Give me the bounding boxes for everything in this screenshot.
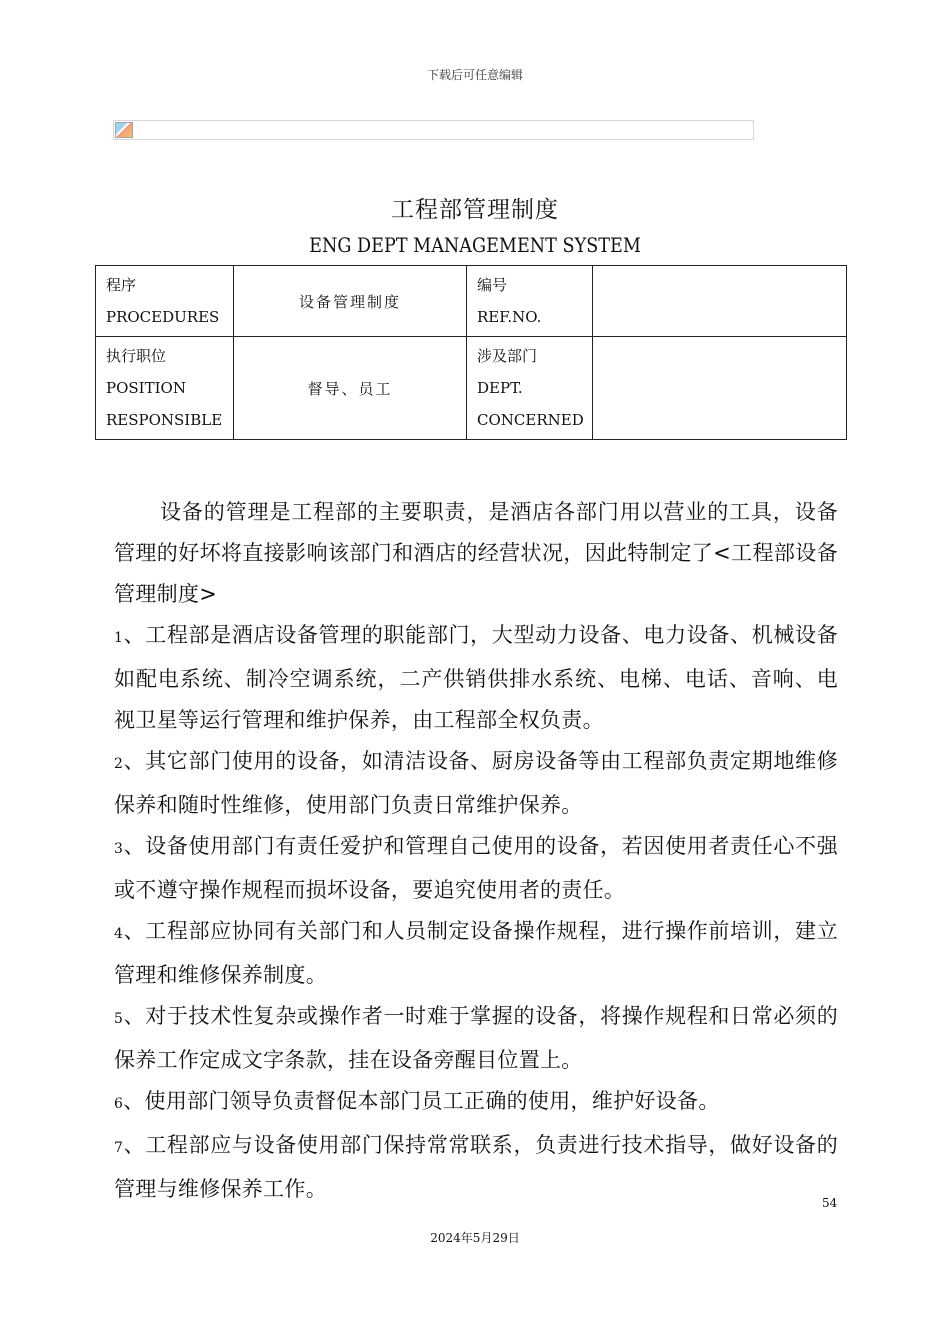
ref-no-label-en: REF.NO. xyxy=(477,308,542,326)
dept-label-cell xyxy=(467,337,593,440)
dept-label-cn: 涉及部门 xyxy=(477,347,538,365)
list-item-number: 6 xyxy=(114,1096,124,1112)
list-item xyxy=(114,615,838,741)
list-item-number: 1 xyxy=(114,630,124,646)
list-item-text: 、对于技术性复杂或操作者一时难于掌握的设备，将操作规程和日常必须的保养工作定成文字条款，挂在设备旁醒目位置上。 xyxy=(114,1004,838,1072)
list-item-text: 、工程部是酒店设备管理的职能部门，大型动力设备、电力设备、机械设备如配电系统、制冷空调系统，二产供销供排水系统、电梯、电话、音响、电视卫星等运行管理和维护保养，由工程部全权负责。 xyxy=(114,623,838,732)
header-image-placeholder xyxy=(113,120,754,140)
list-item-number: 4 xyxy=(114,926,124,942)
list-item-text: 、设备使用部门有责任爱护和管理自己使用的设备，若因使用者责任心不强或不遵守操作规程而损坏设备，要追究使用者的责任。 xyxy=(114,834,838,902)
ref-no-value xyxy=(593,266,847,337)
position-label-cell xyxy=(96,337,234,440)
list-item xyxy=(114,1081,838,1125)
dept-label-en-2: CONCERNED xyxy=(477,411,584,429)
procedure-info-table xyxy=(95,265,847,440)
list-item-number: 5 xyxy=(114,1011,124,1027)
broken-image-icon xyxy=(115,122,133,138)
list-item xyxy=(114,741,838,826)
procedures-value: 设备管理制度 xyxy=(234,266,467,337)
position-label-en-1: POSITION xyxy=(106,379,186,397)
list-item-text: 、工程部应协同有关部门和人员制定设备操作规程，进行操作前培训，建立管理和维修保养制度。 xyxy=(114,919,838,987)
document-title-en: ENG DEPT MANAGEMENT SYSTEM xyxy=(309,233,641,257)
body-text xyxy=(114,492,838,1210)
position-value: 督导、员工 xyxy=(234,337,467,440)
position-label-en-2: RESPONSIBLE xyxy=(106,411,223,429)
list-item xyxy=(114,911,838,996)
page-number: 54 xyxy=(822,1196,838,1210)
list-item xyxy=(114,826,838,911)
page-date: 2024年5月29日 xyxy=(430,1231,520,1245)
list-item-text: 、使用部门领导负责督促本部门员工正确的使用，维护好设备。 xyxy=(123,1089,720,1113)
position-label-cn: 执行职位 xyxy=(106,347,167,365)
list-item-number: 3 xyxy=(114,841,124,857)
procedures-label-cn: 程序 xyxy=(106,276,137,294)
dept-label-en-1: DEPT. xyxy=(477,379,523,397)
list-item-number: 2 xyxy=(114,756,124,772)
table-row-procedures xyxy=(96,266,847,337)
table-row-position xyxy=(96,337,847,440)
list-item-number: 7 xyxy=(114,1140,124,1156)
ref-no-label-cn: 编号 xyxy=(477,276,508,294)
page-header-note: 下载后可任意编辑 xyxy=(426,68,523,82)
list-item xyxy=(114,996,838,1081)
list-item xyxy=(114,1125,838,1210)
document-title-cn: 工程部管理制度 xyxy=(391,197,559,223)
dept-value xyxy=(593,337,847,440)
list-item-text: 、工程部应与设备使用部门保持常常联系，负责进行技术指导，做好设备的管理与维修保养工作。 xyxy=(114,1133,838,1201)
procedures-label-cell xyxy=(96,266,234,337)
procedures-label-en: PROCEDURES xyxy=(106,308,220,326)
list-item-text: 、其它部门使用的设备，如清洁设备、厨房设备等由工程部负责定期地维修保养和随时性维修，使用部门负责日常维护保养。 xyxy=(114,749,838,817)
intro-paragraph: 设备的管理是工程部的主要职责，是酒店各部门用以营业的工具，设备管理的好坏将直接影响该部门和酒店的经营状况，因此特制定了<工程部设备管理制度> xyxy=(114,500,838,606)
ref-no-label-cell xyxy=(467,266,593,337)
